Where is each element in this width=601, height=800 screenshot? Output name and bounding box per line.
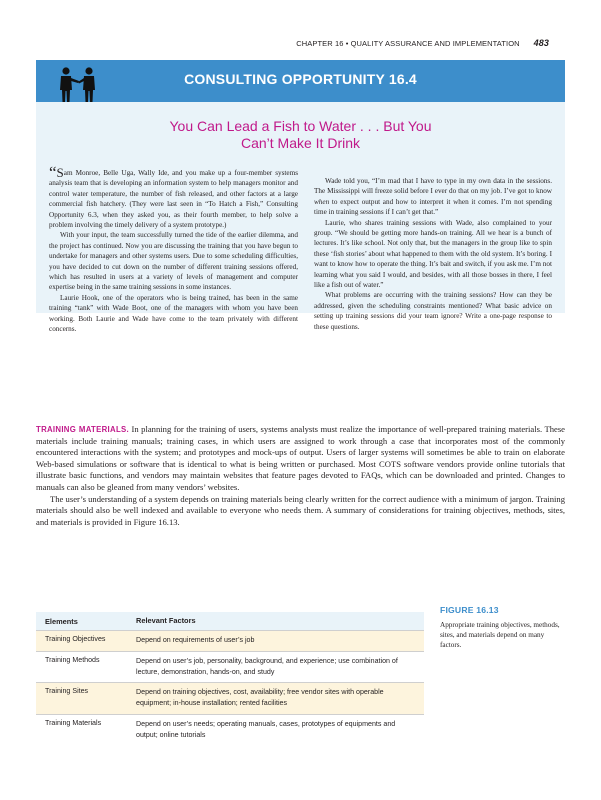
box-left-column — [49, 163, 298, 335]
row-factors: Depend on user’s needs; operating manuals, cases, prototypes of equipments and output; online tutorials — [136, 719, 396, 739]
row-factors: Depend on training objectives, cost, availability; free vendor sites with operable equipment; in-house installation; rented facilities — [136, 688, 384, 708]
case-paragraph-2: With your input, the team successfully turned the tide of the earlier dilemma, and the project has continued. Now you are discussing the training that you have begun to undertake for managers and other systems users. Due to some scheduling difficulties, you have decided to cut down on the number of different training sessions offered, which has resulted in users at a variety of levels of management and computer expertise being in the same training sessions in some instances. — [49, 231, 298, 292]
box-title-line-2: Can’t Make It Drink — [240, 135, 361, 151]
case-paragraph-1: “Sam Monroe, Belle Uga, Wally Ide, and you make up a four-member systems analysis team that is developing an information system to help managers monitor and control water temperature, the number of fish released, and other factors at a large commercial fish hatchery. (They were last seen in “To Hatch a Fish,” Consulting Opportunity 6.3, when they asked you, as their fourth member, to help solve a problem involving the timely delivery of a system prototype.) — [49, 163, 298, 230]
table-header — [36, 612, 424, 630]
figure-caption: Appropriate training objectives, methods, sites, and materials depend on many factors. — [440, 621, 560, 650]
body-paragraph-2: The user’s understanding of a system depends on training materials being clearly written for the correct audience with a minimum of jargon. Training materials should also be well indexed and available to everyone who needs them. A summary of considerations for training objectives, methods, sites, and materials is provided in Figure 16.13. — [36, 493, 565, 527]
case-paragraph-4: Wade told you, “I’m mad that I have to type in my own data in the sessions. The Mississippi will freeze solid before I ever do that on my job. I’ve got to know when to expect output and how to interpret it when it comes. I’m not spending time in training sessions if I can’t get that.” — [314, 177, 552, 217]
row-element: Training Objectives — [45, 635, 106, 643]
box-banner — [36, 60, 565, 102]
case-questions: What problems are occurring with the training sessions? How can they be addressed, given the scheduling constraints mentioned? What basic advice on setting up training sessions did your team ignore? Write a one-page response to these questions. — [314, 291, 552, 331]
row-element: Training Materials — [45, 718, 102, 727]
table-row — [36, 714, 424, 746]
case-paragraph-5: Laurie, who shares training sessions with Wade, also complained to your group. “We should be getting more hands-on training. All we hear is a bunch of lectures. It’s like school. Not only that, but the managers in the group like to spin these ‘fish stories’ about what happened to them with the old system. It’s boring. I want to know how to operate the thing. It’s bait and switch, if you ask me. I’m not learning what you said I would, and besides, with all those bosses in there, I feel like a fish out of water.” — [314, 218, 552, 290]
main-text — [36, 424, 565, 528]
chapter-heading: CHAPTER 16 • QUALITY ASSURANCE AND IMPLEMENTATION — [296, 39, 520, 48]
table-row — [36, 630, 424, 651]
dropcap: S — [56, 165, 64, 180]
page-number: 483 — [533, 38, 549, 48]
box-label: CONSULTING OPPORTUNITY 16.4 — [184, 71, 417, 87]
section-lead: TRAINING MATERIALS. — [36, 425, 129, 434]
row-element: Training Sites — [45, 687, 89, 696]
row-factors: Depend on user’s job, personality, background, and experience; use combination of lecture, demonstration, hands-on, and study — [136, 656, 398, 676]
training-table — [36, 612, 424, 746]
box-title — [136, 118, 465, 152]
consulting-opportunity-box — [36, 60, 565, 334]
table-row — [36, 682, 424, 714]
row-factors: Depend on requirements of user’s job — [136, 636, 255, 644]
row-element: Training Methods — [45, 655, 100, 664]
body-paragraph-1: TRAINING MATERIALS. In planning for the training of users, systems analysts must realize the importance of well-prepared training materials. These materials include training manuals; training cases, in which users are assigned to work through a case that incorporates most of the commonly encountered interactions with the system; and prototypes and mock-ups of output. Users of larger systems will sometimes be able to train on elaborate Web-based simulations or software that is identical to what is being written or purchased. Most COTS software vendors provide online tutorials that illustrate basic functions, and vendors may maintain websites that feature pages devoted to FAQs, which can be downloaded and printed. Changes to manuals can also be gleaned from many vendors’ websites. — [36, 424, 565, 492]
open-quote: “ — [49, 163, 57, 182]
header-elements: Elements — [45, 616, 78, 626]
figure-label: FIGURE 16.13 — [440, 605, 499, 615]
figure-caption-block — [440, 605, 565, 651]
box-right-column — [314, 176, 552, 332]
case-paragraph-3: Laurie Hook, one of the operators who is being trained, has been in the same training “tank” with Wade Boot, one of the managers with whom you have been working. Both Laurie and Wade have come to the team privately with different concerns. — [49, 293, 298, 334]
table-row — [36, 651, 424, 683]
header-relevant-factors: Relevant Factors — [136, 615, 196, 625]
box-title-line-1: You Can Lead a Fish to Water . . . But You — [169, 118, 432, 134]
running-header — [296, 38, 549, 48]
